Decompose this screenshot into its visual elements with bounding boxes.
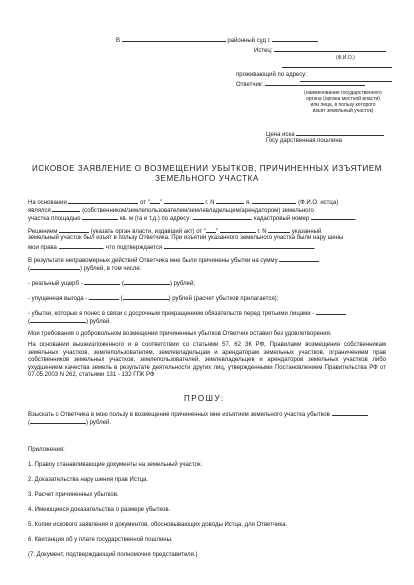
parcel-address-blank[interactable]: [193, 214, 251, 220]
attachments-heading: Приложения:: [28, 447, 65, 453]
bullet-lost-profit: - упущенная выгода - ( ) рублей (расчет убытков прилагается);: [28, 296, 279, 302]
state-fee-line: Госу дарственная пошлина: [266, 138, 343, 144]
third-party-loss-words-blank[interactable]: [30, 317, 86, 323]
total-sum-words-blank[interactable]: [30, 264, 80, 270]
para3-line1: В результате неправомерных действий Ответчика мне были причинены убытки на сумму: [28, 256, 319, 265]
fio-blank[interactable]: [252, 198, 296, 204]
month-blank[interactable]: [164, 198, 204, 204]
area-blank[interactable]: [82, 214, 118, 220]
lost-profit-blank[interactable]: [89, 294, 119, 300]
attachment-item: 4. Имеющиеся доказательства о размере убытков.: [28, 507, 171, 513]
decision-number-blank[interactable]: [268, 227, 290, 233]
claim-price-line: Цена иска: [266, 130, 384, 139]
para1-line2: являлся (собственником/землепользователем/землевладельцем/арендатором) земельного: [28, 208, 314, 214]
court-line: В районный суд г.: [116, 36, 318, 45]
day-blank[interactable]: [150, 198, 160, 204]
court-name-blank[interactable]: [122, 36, 226, 42]
para2-line3: мои права , что подтверждается .: [28, 245, 316, 251]
real-damage-blank[interactable]: [84, 279, 120, 285]
rights-blank[interactable]: [59, 243, 103, 249]
para1-line3: участка площадью кв. м (га и т.д.) по адресу: , кадастровый номер .: [28, 216, 357, 222]
attachment-item: 2. Доказательства нару шения прав Истца.: [28, 477, 149, 483]
number-blank[interactable]: [216, 198, 244, 204]
bullet-third-parties: - убытки, которые я понес в связи с досрочным прекращением обязательств перед третьими лицами -: [28, 309, 346, 318]
real-damage-words-blank[interactable]: [124, 279, 170, 285]
plaintiff-blank[interactable]: [274, 46, 386, 52]
para2-line2: земельный участок был изъят в пользу Ответчика. При изъятии указанного земельного участка были нару шены: [28, 235, 344, 241]
document-title-line2: ЗЕМЕЛЬНОГО УЧАСТКА: [155, 174, 259, 183]
claim-price-blank[interactable]: [296, 130, 384, 136]
status-blank[interactable]: [52, 206, 80, 212]
attachment-item: 5. Копии искового заявления и документов, обосновывающих доводы Истца, для Ответчика.: [28, 522, 288, 528]
plaintiff-fio-note: (Ф.И.О.): [336, 55, 355, 61]
cadastral-blank[interactable]: [311, 214, 355, 220]
third-party-loss-blank[interactable]: [316, 309, 346, 315]
defendant-line: Ответчик:: [236, 80, 365, 89]
evidence-blank[interactable]: [164, 243, 314, 249]
court-city-blank[interactable]: [272, 36, 318, 42]
attachment-item: 6. Квитанция об у плате государственной пошлины.: [28, 537, 173, 543]
para3-line2: ( ) рублей, в том числе:: [28, 266, 142, 272]
decision-month-blank[interactable]: [220, 227, 256, 233]
attachment-item: (7. Документ, подтверждающий полномочия представителя.): [28, 552, 198, 558]
para2-line1: Решением (указать орган власти, издавший акт) от " " г. N указанный: [28, 229, 322, 235]
decision-blank[interactable]: [59, 227, 89, 233]
defendant-note: (наименование государственного органа (органа местной власти) или лица, в пользу которого изъят земельный участок): [304, 90, 382, 114]
address-blank[interactable]: [300, 81, 392, 82]
plaintiff-line: Истец:: [254, 46, 386, 55]
plaintiff-extra-line[interactable]: [282, 67, 392, 68]
para1-line1: На основании от " " г. N я, (Ф.И.О. истца): [28, 200, 339, 206]
address-line: проживающий по адресу:: [236, 72, 307, 78]
para5: На основании вышеизложенного и в соответствии со статьями 57, 62 ЗК РФ, Правилами возмещения собственникам земельных участков, землепользователям, землевладельцам и арендаторам земельных участков, ограничением прав собственников земельных участков, землепользователей, землевладельцев и арендаторов земельных участков либо ухудшением качества земель в результате деятельности других лиц, утвержденными Постановлением Правительства РФ от 07.05.2003 N 262, статьями 131 - 132 ГПК РФ: [28, 342, 386, 378]
decision-day-blank[interactable]: [206, 227, 216, 233]
para4: Мои требования о добровольном возмещении причиненных убытков Ответчик оставил без удовлетворения.: [28, 331, 332, 337]
attachment-item: 3. Расчет причиненных убытков.: [28, 492, 119, 498]
bullet-real-damage: - реальный ущерб - ( ) рублей;: [28, 281, 195, 287]
request-heading: ПРОШУ:: [184, 394, 225, 403]
bullet-third-parties-line2: ( ) рублей.: [28, 319, 112, 325]
request-sum-words-blank[interactable]: [30, 418, 86, 424]
document-title: ИСКОВОЕ ЗАЯВЛЕНИЕ О ВОЗМЕЩЕНИИ УБЫТКОВ, ПРИЧИНЕННЫХ ИЗЪЯТИЕМ: [31, 164, 383, 173]
lost-profit-words-blank[interactable]: [123, 294, 169, 300]
request-line2: ( ) рублей.: [28, 420, 112, 426]
request-sum-blank[interactable]: [332, 410, 368, 416]
attachment-item: 1. Правоу станавливающие документы на земельный участок.: [28, 462, 203, 468]
request-line1: Взыскать с Ответчика в мою пользу в возмещение причиненных мне изъятием земельного участка убытков: [28, 410, 368, 419]
total-sum-blank[interactable]: [279, 256, 319, 262]
basis-blank[interactable]: [68, 198, 138, 204]
